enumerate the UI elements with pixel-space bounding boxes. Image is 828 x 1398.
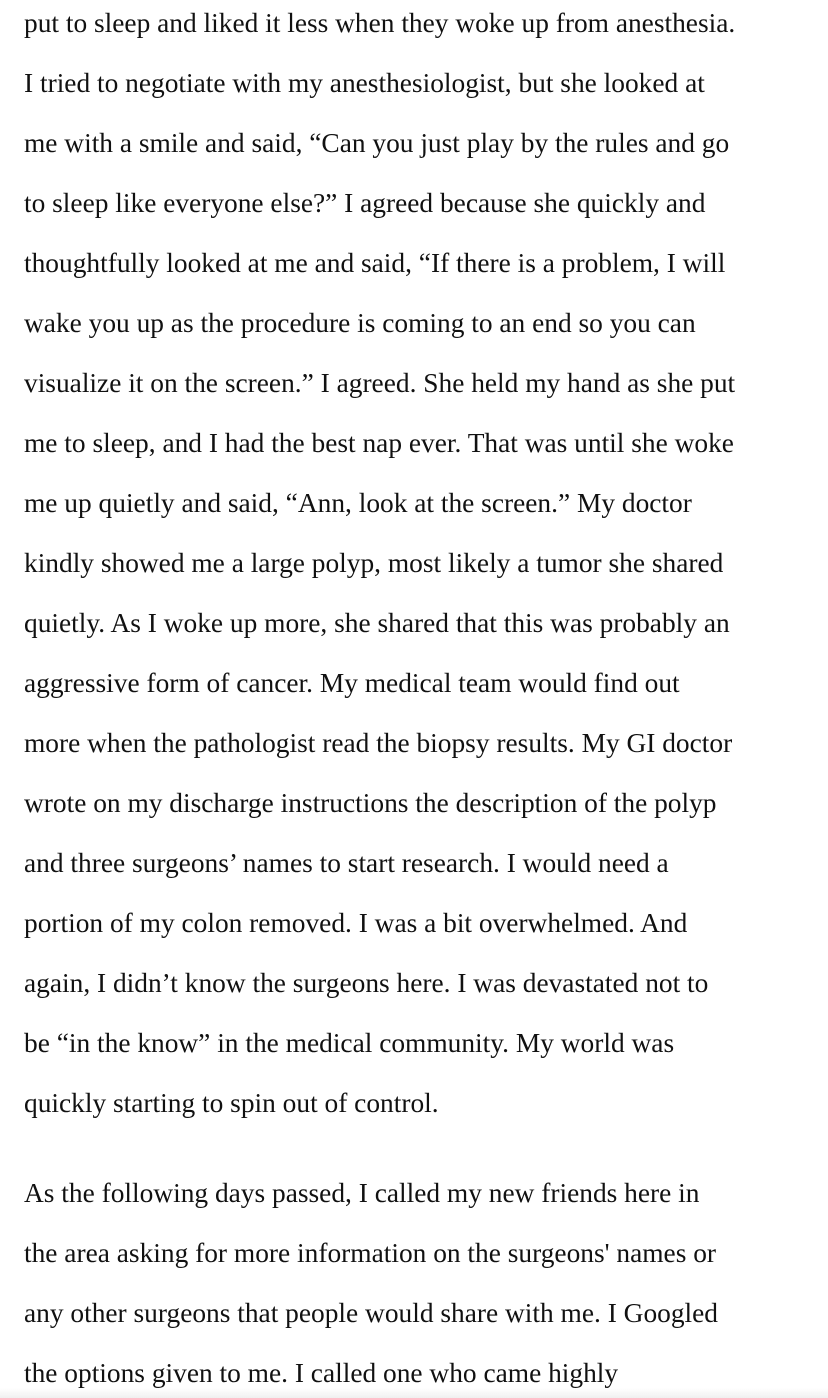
text-line: As the following days passed, I called my new friends here in [24, 1178, 700, 1208]
text-line: portion of my colon removed. I was a bit overwhelmed. And [24, 908, 688, 938]
text-line: put to sleep and liked it less when they woke up from anesthesia. [24, 8, 736, 38]
text-line: wake you up as the procedure is coming to an end so you can [24, 308, 696, 338]
text-line: wrote on my discharge instructions the description of the polyp [24, 788, 717, 818]
text-line: me to sleep, and I had the best nap ever. That was until she woke [24, 428, 734, 458]
text-line: me with a smile and said, “Can you just play by the rules and go [24, 128, 730, 158]
text-line: quickly starting to spin out of control. [24, 1088, 439, 1118]
text-line: to sleep like everyone else?” I agreed because she quickly and [24, 188, 706, 218]
text-line: again, I didn’t know the surgeons here. I was devastated not to [24, 968, 709, 998]
text-line: me up quietly and said, “Ann, look at the screen.” My doctor [24, 488, 692, 518]
text-line: visualize it on the screen.” I agreed. She held my hand as she put [24, 368, 736, 398]
page-bottom-shadow [0, 1388, 828, 1398]
text-line: I tried to negotiate with my anesthesiologist, but she looked at [24, 68, 705, 98]
text-line: kindly showed me a large polyp, most likely a tumor she shared [24, 548, 724, 578]
text-line: the area asking for more information on the surgeons' names or [24, 1238, 717, 1268]
text-line: aggressive form of cancer. My medical team would find out [24, 668, 680, 698]
text-line: and three surgeons’ names to start research. I would need a [24, 848, 669, 878]
text-line: the options given to me. I called one who came highly [24, 1358, 619, 1388]
text-line: any other surgeons that people would share with me. I Googled [24, 1298, 718, 1328]
text-line: more when the pathologist read the biopsy results. My GI doctor [24, 728, 733, 758]
text-line: quietly. As I woke up more, she shared that this was probably an [24, 608, 730, 638]
text-line: thoughtfully looked at me and said, “If there is a problem, I will [24, 248, 726, 278]
text-line: be “in the know” in the medical community. My world was [24, 1028, 675, 1058]
